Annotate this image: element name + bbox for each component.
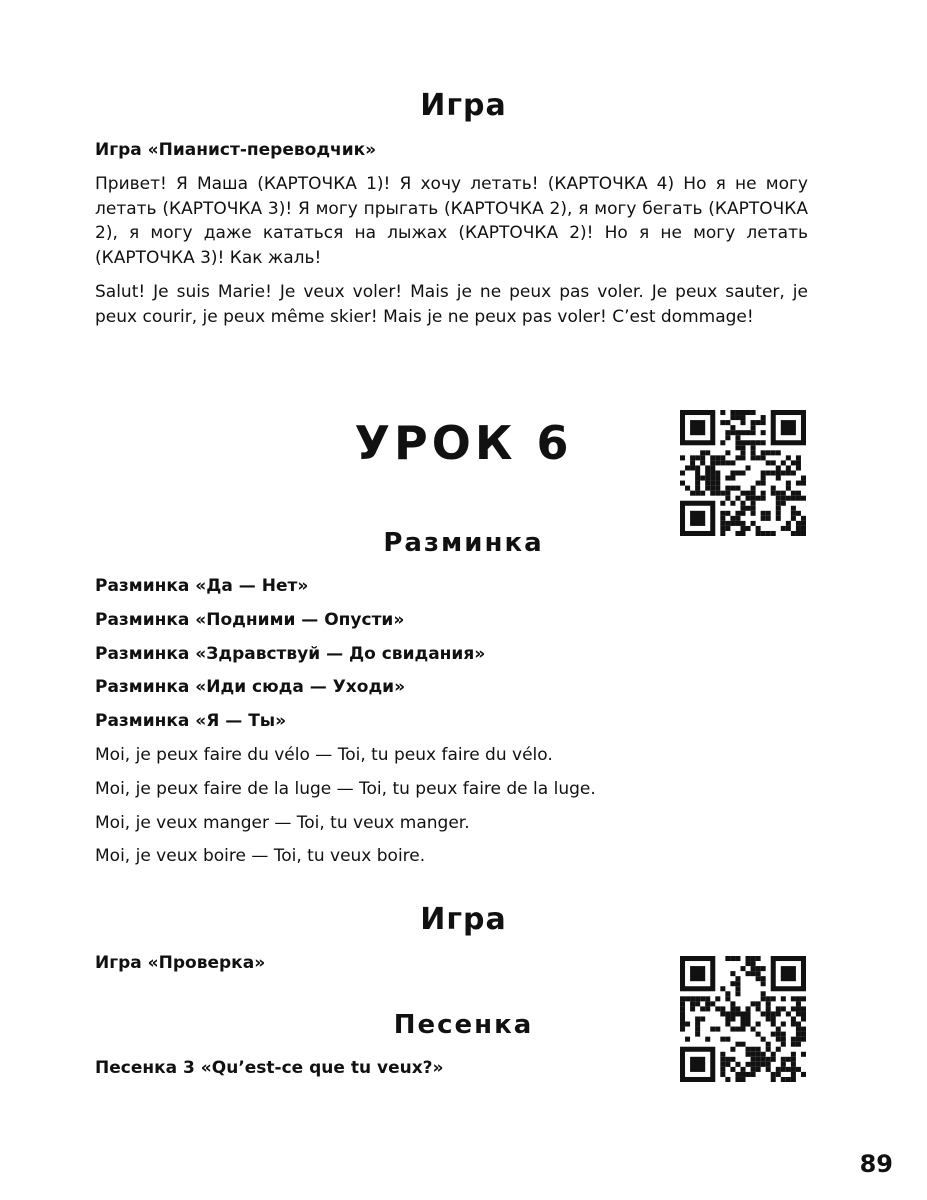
warmup-item: Разминка «Подними — Опусти» <box>95 610 405 630</box>
song-title: Песенка 3 «Qu’est-ce que tu veux?» <box>95 1058 444 1078</box>
warmup-phrase: Moi, je veux boire — Toi, tu veux boire. <box>95 846 426 866</box>
warmup-phrase: Moi, je peux faire du vélo — Toi, tu peux faire du vélo. <box>95 745 553 765</box>
section-heading-warmup: Разминка <box>383 528 544 558</box>
paragraph-french: Salut! Je suis Marie! Je veux voler! Mais je ne peux pas voler. Je peux sauter, je peux courir, je peux même skier! Mais je ne peux pas voler! C’est dommage! <box>95 282 808 327</box>
warmup-item: Разминка «Я — Ты» <box>95 711 287 731</box>
lesson-title: УРОК 6 <box>354 416 573 470</box>
game-title-check: Игра «Проверка» <box>95 953 266 973</box>
section-heading-game: Игра <box>420 902 507 937</box>
section-heading-song: Песенка <box>393 1010 534 1040</box>
warmup-phrase: Moi, je veux manger — Toi, tu veux manger. <box>95 813 470 833</box>
paragraph-russian: Привет! Я Маша (КАРТОЧКА 1)! Я хочу летать! (КАРТОЧКА 4) Но я не могу летать (КАРТОЧКА 3)! Я могу прыгать (КАРТОЧКА 2), я могу бегать (КАРТОЧКА 2), я могу даже кататься на лыжах (КАРТОЧКА 2)! Но я не могу летать (КАРТОЧКА 3)! Как жаль! <box>95 174 808 268</box>
warmup-item: Разминка «Здравствуй — До свидания» <box>95 644 486 664</box>
warmup-item: Разминка «Иди сюда — Уходи» <box>95 677 406 697</box>
qr-code-icon <box>680 410 806 536</box>
warmup-item: Разминка «Да — Нет» <box>95 576 309 596</box>
section-heading-game: Игра <box>420 88 507 123</box>
game-title-pianist: Игра «Пианист-переводчик» <box>95 140 377 160</box>
page-number: 89 <box>859 1150 893 1178</box>
warmup-phrase: Moi, je peux faire de la luge — Toi, tu peux faire de la luge. <box>95 779 596 799</box>
